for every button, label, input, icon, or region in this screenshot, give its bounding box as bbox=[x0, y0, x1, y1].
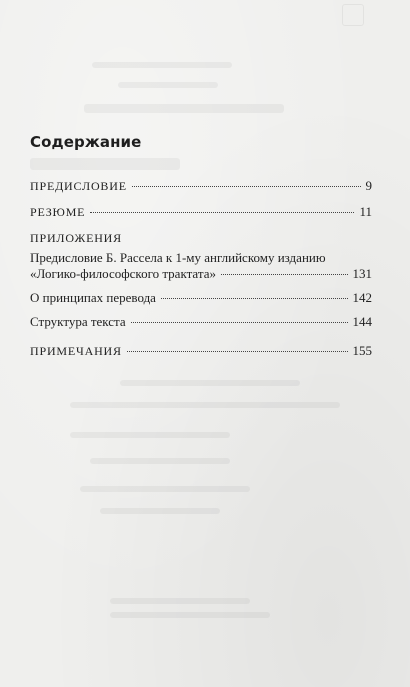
toc-entry-label: О принципах перевода bbox=[30, 290, 156, 305]
dot-leader bbox=[132, 186, 361, 187]
toc-entry-russell-line1[interactable]: Предисловие Б. Рассела к 1-му английскому изданию bbox=[30, 250, 326, 265]
toc-entry-label: ПРИМЕЧАНИЯ bbox=[30, 344, 122, 358]
toc-entry-label: РЕЗЮМЕ bbox=[30, 205, 86, 219]
toc-entry-summary[interactable] bbox=[30, 204, 372, 220]
toc-entry-label: Структура текста bbox=[30, 314, 126, 329]
toc-page-number: 142 bbox=[352, 290, 372, 305]
toc-entry-notes[interactable] bbox=[30, 343, 372, 359]
show-through-line bbox=[70, 402, 340, 408]
toc-page-number: 9 bbox=[365, 178, 372, 193]
toc-section-appendices: ПРИЛОЖЕНИЯ bbox=[30, 231, 122, 245]
toc-entry-preface[interactable] bbox=[30, 178, 372, 194]
toc-page-number: 155 bbox=[352, 343, 372, 358]
show-through-line bbox=[92, 62, 232, 68]
show-through-line bbox=[80, 486, 250, 492]
toc-title: Содержание bbox=[30, 133, 142, 151]
toc-entry-structure[interactable] bbox=[30, 314, 372, 330]
dot-leader bbox=[161, 298, 348, 299]
show-through-line bbox=[120, 380, 300, 386]
toc-page-number: 144 bbox=[352, 314, 372, 329]
show-through-line bbox=[30, 158, 180, 170]
toc-page-number: 11 bbox=[359, 204, 372, 219]
toc-entry-translation[interactable] bbox=[30, 290, 372, 306]
dot-leader bbox=[131, 322, 348, 323]
show-through-mark bbox=[342, 4, 364, 26]
show-through-line bbox=[118, 82, 218, 88]
show-through-line bbox=[70, 432, 230, 438]
show-through-line bbox=[100, 508, 220, 514]
show-through-line bbox=[110, 612, 270, 618]
toc-entry-label: «Логико-философского трактата» bbox=[30, 266, 216, 281]
show-through-line bbox=[84, 104, 284, 113]
toc-entry-label: ПРЕДИСЛОВИЕ bbox=[30, 179, 127, 193]
show-through-line bbox=[90, 458, 230, 464]
show-through-line bbox=[110, 598, 250, 604]
toc-page-number: 131 bbox=[352, 266, 372, 281]
toc-entry-russell[interactable] bbox=[30, 266, 372, 282]
dot-leader bbox=[221, 274, 348, 275]
dot-leader bbox=[127, 351, 348, 352]
dot-leader bbox=[90, 212, 354, 213]
